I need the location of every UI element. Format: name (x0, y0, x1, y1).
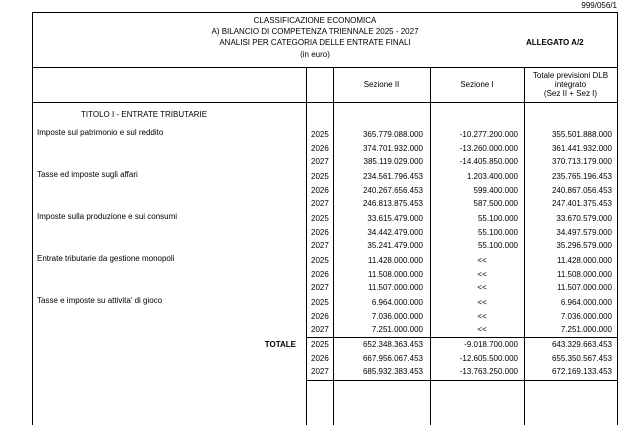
col-header-total-line1: Totale previsioni DLB (532, 71, 609, 80)
document-code: 999/056/1 (581, 1, 617, 10)
total-cell: 35.296.579.000 (556, 241, 612, 250)
category-label: Imposte sul patrimonio e sul reddito (37, 128, 164, 137)
sez1-cell: -10.277.200.000 (459, 130, 518, 139)
sez2-cell: 234.561.796.453 (362, 172, 423, 181)
year-cell: 2027 (311, 241, 329, 250)
sez2-cell: 7.036.000.000 (371, 312, 423, 321)
table-right-border (617, 12, 618, 425)
sez2-cell: 11.507.000.000 (367, 283, 423, 292)
sez2-cell: 6.964.000.000 (371, 298, 423, 307)
sez1-cell: 55.100.000 (477, 228, 518, 237)
header-analysis: ANALISI PER CATEGORIA DELLE ENTRATE FINALI (219, 38, 411, 47)
total-cell: 34.497.579.000 (556, 228, 612, 237)
year-cell: 2025 (311, 172, 329, 181)
total-cell: 11.507.000.000 (556, 283, 612, 292)
sez1-cell: << (477, 270, 487, 279)
year-cell: 2026 (311, 228, 329, 237)
year-cell: 2026 (311, 270, 329, 279)
titolo-heading: TITOLO I - ENTRATE TRIBUTARIE (81, 110, 208, 119)
sez2-cell: 11.508.000.000 (367, 270, 423, 279)
sez1-cell: 55.100.000 (477, 214, 518, 223)
table-left-border (32, 12, 33, 425)
year-cell: 2027 (311, 367, 329, 376)
header-subtitle: A) BILANCIO DI COMPETENZA TRIENNALE 2025 - 2027 (211, 27, 419, 36)
sez2-cell: 374.701.932.000 (362, 144, 423, 153)
sez1-cell: -12.605.500.000 (459, 354, 518, 363)
total-cell: 247.401.375.453 (551, 199, 612, 208)
total-cell: 355.501.888.000 (551, 130, 612, 139)
sez1-cell: -14.405.850.000 (459, 157, 518, 166)
year-cell: 2026 (311, 354, 329, 363)
sez1-cell: << (477, 256, 487, 265)
total-cell: 655.350.567.453 (551, 354, 612, 363)
sez1-cell: << (477, 298, 487, 307)
year-cell: 2027 (311, 157, 329, 166)
sez2-cell: 33.615.479.000 (367, 214, 423, 223)
sez2-cell: 11.428.000.000 (367, 256, 423, 265)
sez2-cell: 34.442.479.000 (367, 228, 423, 237)
column-header-separator (32, 102, 618, 103)
total-cell: 6.964.000.000 (560, 298, 612, 307)
category-label: Tasse e imposte su attivita' di gioco (37, 296, 163, 305)
sez1-cell: 1.203.400.000 (466, 172, 518, 181)
total-cell: 7.251.000.000 (560, 325, 612, 334)
year-cell: 2025 (311, 256, 329, 265)
year-cell: 2026 (311, 312, 329, 321)
year-cell: 2026 (311, 144, 329, 153)
sez2-cell: 35.241.479.000 (367, 241, 423, 250)
totals-top-border (306, 337, 618, 338)
totals-bottom-border (306, 380, 618, 381)
category-label: Tasse ed imposte sugli affari (37, 170, 138, 179)
allegato-label: ALLEGATO A/2 (526, 38, 584, 47)
sez1-cell: << (477, 312, 487, 321)
total-cell: 11.428.000.000 (556, 256, 612, 265)
year-cell: 2027 (311, 325, 329, 334)
col-header-sez2: Sezione II (363, 80, 400, 89)
sez2-cell: 385.119.029.000 (363, 157, 423, 166)
sez1-cell: << (477, 325, 487, 334)
col-divider-year (306, 67, 307, 425)
total-cell: 361.441.932.000 (551, 144, 612, 153)
year-cell: 2025 (311, 340, 329, 349)
sez2-cell: 667.956.067.453 (362, 354, 423, 363)
year-cell: 2026 (311, 186, 329, 195)
sez2-cell: 652.348.363.453 (362, 340, 423, 349)
table-top-border (32, 12, 618, 13)
header-separator (32, 67, 618, 68)
sez2-cell: 246.813.875.453 (362, 199, 423, 208)
total-cell: 643.329.663.453 (551, 340, 612, 349)
sez1-cell: -9.018.700.000 (464, 340, 518, 349)
sez1-cell: 599.400.000 (473, 186, 518, 195)
total-cell: 7.036.000.000 (560, 312, 612, 321)
total-cell: 11.508.000.000 (556, 270, 612, 279)
year-cell: 2025 (311, 130, 329, 139)
sez1-cell: -13.260.000.000 (459, 144, 518, 153)
total-cell: 672.169.133.453 (551, 367, 612, 376)
category-label: Imposte sulla produzione e sui consumi (37, 212, 178, 221)
col-header-sez1: Sezione I (460, 80, 494, 89)
category-label: Entrate tributarie da gestione monopoli (37, 254, 175, 263)
col-header-total-line3: (Sez II + Sez I) (543, 89, 598, 98)
header-unit: (in euro) (300, 50, 330, 59)
sez1-cell: -13.763.250.000 (459, 367, 518, 376)
year-cell: 2025 (311, 214, 329, 223)
total-cell: 240.867.056.453 (551, 186, 612, 195)
col-header-total-line2: integrato (554, 80, 587, 89)
sez2-cell: 7.251.000.000 (371, 325, 423, 334)
total-cell: 370.713.179.000 (551, 157, 612, 166)
year-cell: 2027 (311, 199, 329, 208)
sez2-cell: 685.932.383.453 (362, 367, 423, 376)
sez2-cell: 365.779.088.000 (362, 130, 423, 139)
totale-label: TOTALE (264, 340, 296, 349)
sez2-cell: 240.267.656.453 (362, 186, 423, 195)
sez1-cell: << (477, 283, 487, 292)
total-cell: 235.765.196.453 (551, 172, 612, 181)
year-cell: 2025 (311, 298, 329, 307)
total-cell: 33.670.579.000 (556, 214, 612, 223)
year-cell: 2027 (311, 283, 329, 292)
header-title: CLASSIFICAZIONE ECONOMICA (253, 16, 377, 25)
sez1-cell: 55.100.000 (477, 241, 518, 250)
sez1-cell: 587.500.000 (473, 199, 518, 208)
